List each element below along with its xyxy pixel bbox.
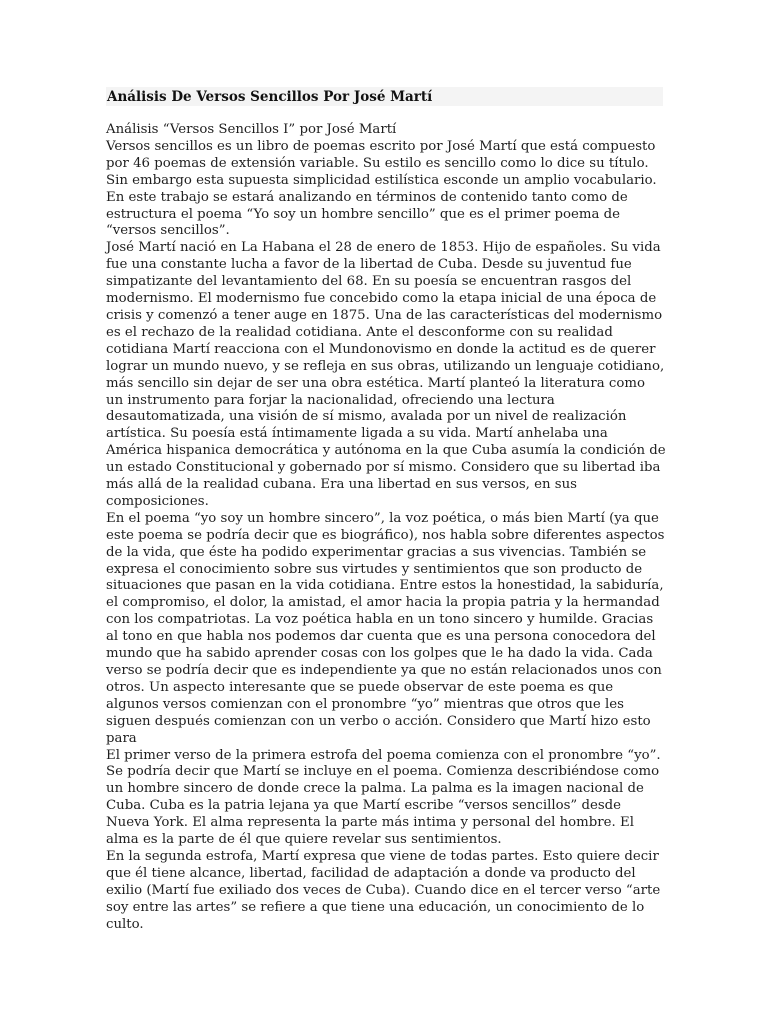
first-stanza-paragraph: El primer verso de la primera estrofa del poema comienza con el pronombre “yo”. Se podría decir que Martí se incluye en el poema. Comienza describiéndose como un hombre sincero de donde crece la palma. La palma es la imagen nacional de Cuba. Cuba es la patria lejana ya que Martí escribe “versos sencillos” desde Nueva York. El alma representa la parte más intima y personal del hombre. El alma es la parte de él que quiere revelar sus sentimientos.	[106, 747, 661, 848]
subtitle-paragraph: Análisis “Versos Sencillos I” por José Martí	[106, 122, 397, 137]
intro-paragraph: Versos sencillos es un libro de poemas escrito por José Martí que está compuesto por 46 poemas de extensión variable. Su estilo es sencillo como lo dice su título. Sin embargo esta supuesta simplicidad estilística esconde un amplio vocabulario. En este trabajo se estará analizando en términos de contenido tanto como de estructura el poema “Yo soy un hombre sencillo” que es el primer poema de “versos sencillos”.	[106, 138, 657, 239]
second-stanza-paragraph: En la segunda estrofa, Martí expresa que viene de todas partes. Esto quiere decir que él tiene alcance, libertad, facilidad de adaptación a donde va producto del exilio (Martí fue exiliado dos veces de Cuba). Cuando dice en el tercer verso “arte soy entre las artes” se refiere a que tiene una educación, un conocimiento de lo culto.	[106, 848, 661, 932]
document-title: Análisis De Versos Sencillos Por José Martí	[107, 89, 433, 105]
document-body	[106, 122, 666, 934]
biography-paragraph: José Martí nació en La Habana el 28 de enero de 1853. Hijo de españoles. Su vida fue una constante lucha a favor de la libertad de Cuba. Desde su juventud fue simpatizante del levantamiento del 68. En su poesía se encuentran rasgos del modernismo. El modernismo fue concebido como la etapa inicial de una época de crisis y comenzó a tener auge en 1875. Una de las características del modernismo es el rechazo de la realidad cotidiana. Ante el desconforme con su realidad cotidiana Martí reacciona con el Mundonovismo en donde la actitud es de querer lograr un mundo nuevo, y se refleja en sus obras, utilizando un lenguaje cotidiano, más sencillo sin dejar de ser una obra estética. Martí planteó la literatura como un instrumento para forjar la nacionalidad, ofreciendo una lectura desautomatizada, una visión de sí mismo, avalada por un nivel de realización artística. Su poesía está íntimamente ligada a su vida. Martí anhelaba una América hispanica democrática y autónoma en la que Cuba asumía la condición de un estado Constitucional y gobernado por sí mismo. Considero que su libertad iba más allá de la realidad cubana. Era una libertad en sus versos, en sus composiciones.	[106, 240, 666, 509]
analysis-paragraph: En el poema “yo soy un hombre sincero”, la voz poética, o más bien Martí (ya que este poema se podría decir que es biográfico), nos habla sobre diferentes aspectos de la vida, que éste ha podido experimentar gracias a sus vivencias. También se expresa el conocimiento sobre sus virtudes y sentimientos que son producto de situaciones que pasan en la vida cotidiana. Entre estos la honestidad, la sabiduría, el compromiso, el dolor, la amistad, el amor hacia la propia patria y la hermandad con los compatriotas. La voz poética habla en un tono sincero y humilde. Gracias al tono en que habla nos podemos dar cuenta que es una persona conocedora del mundo que ha sabido aprender cosas con los golpes que le ha dado la vida. Cada verso se podría decir que es independiente ya que no están relacionados unos con otros. Un aspecto interesante que se puede observar de este poema es que algunos versos comienzan con el pronombre “yo” mientras que otros que les siguen después comienzan con un verbo o acción. Considero que Martí hizo esto para	[106, 510, 665, 746]
